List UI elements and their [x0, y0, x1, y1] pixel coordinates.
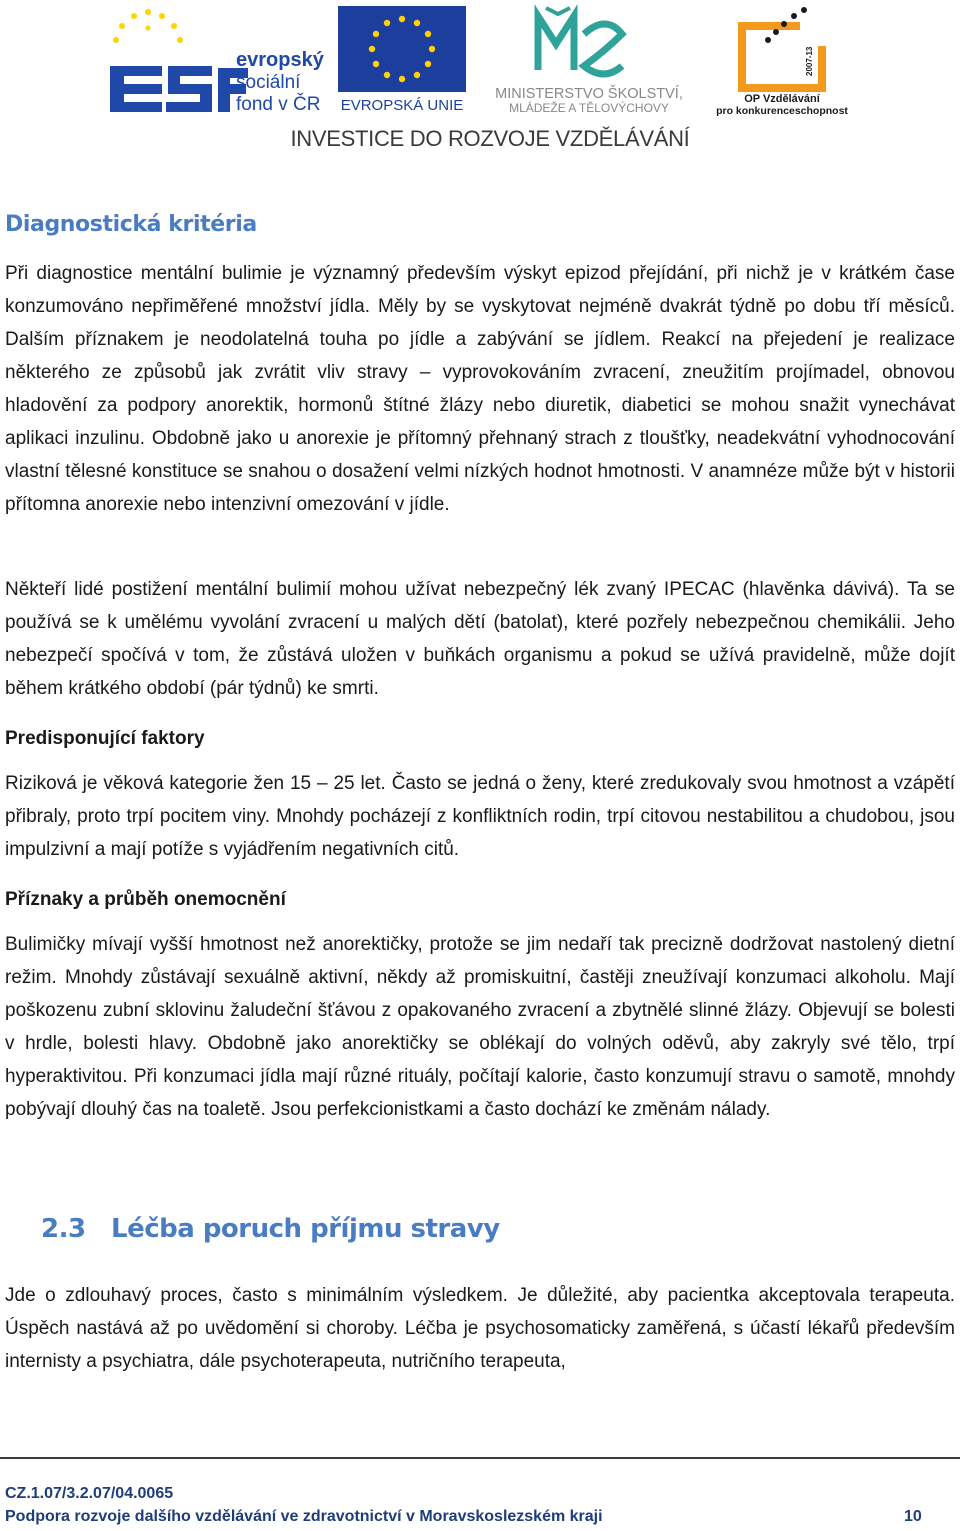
paragraph-symptoms — [5, 928, 955, 1126]
section-heading — [41, 1214, 500, 1244]
symptoms-heading: Příznaky a průběh onemocnění — [5, 889, 286, 910]
diagnostic-criteria-heading: Diagnostická kritéria — [5, 212, 257, 237]
esf-line2: sociální — [236, 72, 301, 93]
section-title: Léčba poruch příjmu stravy — [111, 1214, 500, 1244]
msmt-logo — [476, 4, 702, 116]
page-number: 10 — [904, 1508, 922, 1525]
paragraph-risk — [5, 767, 955, 866]
paragraph-treatment — [5, 1279, 955, 1378]
paragraph-diagnosis — [5, 257, 955, 521]
msmt-line2: MLÁDEŽE A TĚLOVÝCHOVY — [509, 101, 669, 115]
investice-banner: INVESTICE DO ROZVOJE VZDĚLÁVÁNÍ — [290, 126, 690, 151]
msmt-line1: MINISTERSTVO ŠKOLSTVÍ, — [495, 86, 683, 102]
op-line1: OP Vzdělávání — [744, 93, 820, 105]
footer-project-title: Podpora rozvoje dalšího vzdělávání ve zdravotnictví v Moravskoslezském kraji — [5, 1508, 603, 1525]
paragraph-text: Při diagnostice mentální bulimie je významný především výskyt epizod přejídání, při nichž je v krátkém čase konzumováno nepřiměřené množství jídla. Měly by se vyskytovat nejméně dvakrát týdně po dobu tří měsíců. Dalším příznakem je neodolatelná touha po jídle a zabývání se jídlem. Reakcí na přejedení je realizace některého ze způsobů jak zvrátit vliv stravy – vyprovokováním zvracení, zneužitím projímadel, obnovou hladovění za podpory anorektik, hormonů štítné žlázy nebo diuretik, diabetici se mohou snažit vynechávat aplikaci inzulinu. Obdobně jako u anorexie je přítomný přehnaný strach z tloušťky, neadekvátní vyhodnocování vlastní tělesné konstituce se snahou o dosažení velmi nízkých hodnot hmotnosti. V anamnéze může být v historii přítomna anorexie nebo intenzivní omezování v jídle. — [5, 263, 955, 515]
op-years: 2007-13 — [805, 46, 814, 76]
op-line2: pro konkurenceschopnost — [716, 105, 848, 116]
eu-flag-logo — [336, 6, 468, 114]
esf-line1: evropský — [236, 49, 324, 71]
paragraph-text: Bulimičky mívají vyšší hmotnost než anorektičky, protože se jim nedaří tak precizně dodržovat nastolený dietní režim. Mnohdy zůstávají sexuálně aktivní, někdy až promiskuitní, častěji zneužívají konzumaci alkoholu. Mají poškozenu zubní sklovinu žaludeční šťávou z opakovaného zvracení a zbytnělé slinné žlázy. Objevují se bolesti v hrdle, bolesti hlavy. Obdobně jako anorektičky se oblékají do volných oděvů, aby zakryly své tělo, trpí hyperaktivitou. Při konzumaci jídla mají různé rituály, počítají kalorie, často konzumují stravu o samotě, mnohdy pobývají dlouhý čas na toaletě. Jsou perfekcionistkami a často dochází ke změnám nálady. — [5, 934, 955, 1120]
footer-project-code: CZ.1.07/3.2.07/04.0065 — [5, 1485, 174, 1502]
esf-logo — [108, 6, 330, 114]
eu-label: EVROPSKÁ UNIE — [340, 97, 464, 114]
predisposing-factors-heading: Predisponující faktory — [5, 728, 205, 749]
paragraph-text: Někteří lidé postižení mentální bulimií mohou užívat nebezpečný lék zvaný IPECAC (hlavěnka dávivá). Ta se používá se k umělému vyvolání zvracení u malých dětí (batolat), které pozřely nebezpečnou chemikálii. Jeho nebezpečí spočívá v tom, že zůstává uložen v buňkách organismu a pokud se užívá pravidelně, může dojít během krátkého období (pár týdnů) ke smrti. — [5, 579, 955, 699]
op-vzdelavani-logo — [708, 4, 856, 116]
paragraph-text: Riziková je věková kategorie žen 15 – 25 let. Často se jedná o ženy, které zredukovaly svou hmotnost a vzápětí přibraly, proto trpí pocitem viny. Mnohdy pocházejí z konfliktních rodin, trpí citovou nestabilitou a chudobou, jsou impulzivní a mají potíže s vyjádřením negativních citů. — [5, 773, 955, 860]
footer-divider — [0, 1457, 960, 1459]
paragraph-text: Jde o zdlouhavý proces, často s minimálním výsledkem. Je důležité, aby pacientka akceptovala terapeuta. Úspěch nastává až po uvědomění si choroby. Léčba je psychosomaticky zaměřená, s účastí lékařů především internisty a psychiatra, dále psychoterapeuta, nutričního terapeuta, — [5, 1285, 955, 1372]
section-number: 2.3 — [41, 1214, 86, 1244]
paragraph-ipecac — [5, 573, 955, 705]
esf-line3: fond v ČR — [236, 94, 321, 114]
header-logos — [0, 0, 960, 160]
